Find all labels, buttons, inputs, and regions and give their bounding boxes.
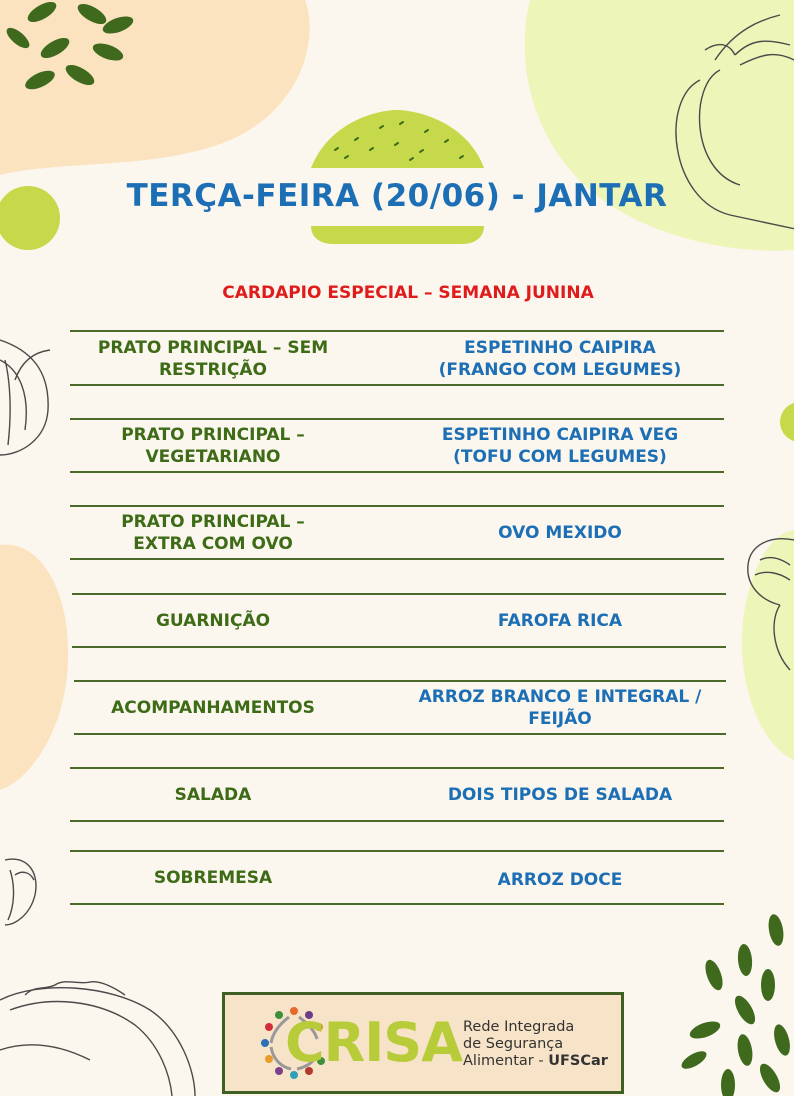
row-value-line: FEIJÃO bbox=[528, 709, 592, 729]
row-label-line: PRATO PRINCIPAL – bbox=[121, 512, 305, 532]
row-label bbox=[72, 598, 354, 644]
row-divider bbox=[70, 384, 724, 386]
row-value bbox=[400, 685, 720, 731]
footer-logo bbox=[222, 992, 624, 1094]
row-label bbox=[72, 772, 354, 818]
logo-tagline-line bbox=[463, 1053, 608, 1070]
row-divider bbox=[70, 820, 724, 822]
row-value bbox=[400, 857, 720, 903]
row-value-line: (FRANGO COM LEGUMES) bbox=[438, 360, 682, 380]
row-divider bbox=[70, 903, 724, 905]
row-value-line: FAROFA RICA bbox=[497, 611, 623, 631]
row-label bbox=[72, 423, 354, 469]
row-label-line: VEGETARIANO bbox=[145, 447, 281, 467]
row-value-line: ARROZ DOCE bbox=[497, 870, 623, 890]
row-divider bbox=[70, 558, 724, 560]
row-value-line: OVO MEXIDO bbox=[498, 523, 622, 543]
row-value bbox=[400, 510, 720, 556]
logo-tagline bbox=[463, 1019, 608, 1070]
row-label-line: GUARNIÇÃO bbox=[155, 611, 271, 631]
row-label bbox=[72, 685, 354, 731]
row-divider bbox=[72, 593, 726, 595]
row-label bbox=[72, 855, 354, 901]
row-value bbox=[400, 423, 720, 469]
row-value-line: (TOFU COM LEGUMES) bbox=[453, 447, 667, 467]
row-divider bbox=[70, 850, 724, 852]
row-divider bbox=[74, 680, 726, 682]
row-label-line: SOBREMESA bbox=[153, 868, 273, 888]
row-value-line: ESPETINHO CAIPIRA VEG bbox=[441, 425, 679, 445]
page-title: TERÇA-FEIRA (20/06) - JANTAR bbox=[126, 178, 668, 214]
row-divider bbox=[70, 505, 724, 507]
row-label-line: PRATO PRINCIPAL – SEM bbox=[97, 338, 329, 358]
row-divider bbox=[74, 733, 726, 735]
logo-tagline-line: Rede Integrada bbox=[463, 1019, 575, 1035]
logo-tagline-text: Alimentar - bbox=[463, 1053, 549, 1069]
row-label-line: EXTRA COM OVO bbox=[133, 534, 293, 554]
logo-tagline-university: UFSCar bbox=[548, 1053, 608, 1069]
row-divider bbox=[70, 418, 724, 420]
logo-wordmark: CRISA bbox=[285, 1011, 462, 1074]
row-label-line: ACOMPANHAMENTOS bbox=[111, 698, 315, 718]
row-divider bbox=[70, 767, 724, 769]
row-value-line: DOIS TIPOS DE SALADA bbox=[447, 785, 673, 805]
menu-subtitle: CARDAPIO ESPECIAL – SEMANA JUNINA bbox=[222, 283, 594, 303]
row-label-line: RESTRIÇÃO bbox=[158, 360, 268, 380]
row-value bbox=[400, 772, 720, 818]
row-divider bbox=[72, 646, 726, 648]
row-label-line: PRATO PRINCIPAL – bbox=[121, 425, 305, 445]
row-divider bbox=[70, 330, 724, 332]
row-label bbox=[72, 336, 354, 382]
row-label-line: SALADA bbox=[174, 785, 252, 805]
row-label bbox=[72, 510, 354, 556]
row-value-line: ESPETINHO CAIPIRA bbox=[464, 338, 656, 358]
row-value bbox=[400, 336, 720, 382]
logo-tagline-line: de Segurança bbox=[463, 1036, 564, 1052]
row-divider bbox=[70, 471, 724, 473]
row-value-line: ARROZ BRANCO E INTEGRAL / bbox=[418, 687, 702, 707]
row-value bbox=[400, 598, 720, 644]
